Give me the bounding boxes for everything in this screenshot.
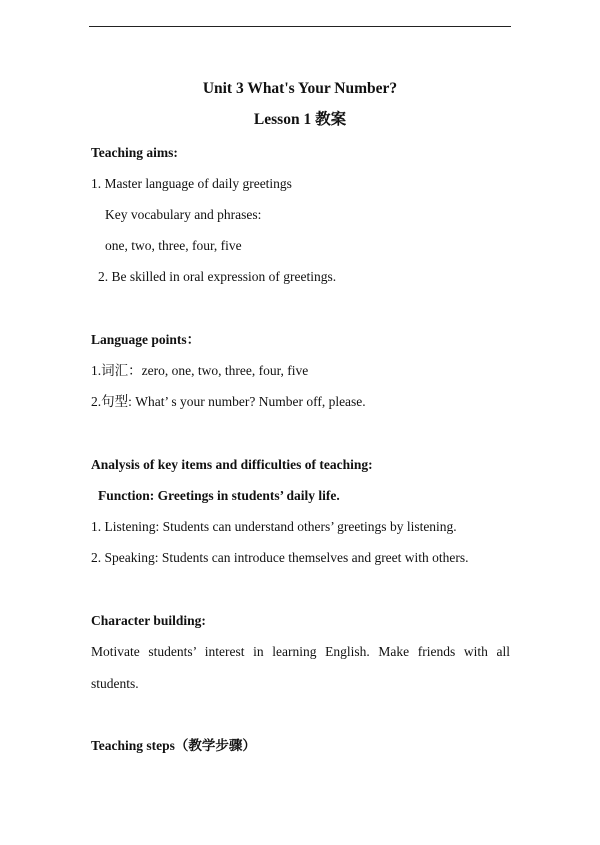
vocabulary-label: Key vocabulary and phrases: xyxy=(105,207,262,222)
language-point-sentence-patterns: 2.句型: What’ s your number? Number off, please. xyxy=(91,394,366,409)
character-building-line-1: Motivate students’ interest in learning English. Make friends with all xyxy=(91,644,510,659)
analysis-heading: Analysis of key items and difficulties of teaching: xyxy=(91,457,373,472)
analysis-listening: 1. Listening: Students can understand others’ greetings by listening. xyxy=(91,519,457,534)
language-points-heading: Language points： xyxy=(91,332,201,347)
teaching-aim-item-1: 1. Master language of daily greetings xyxy=(91,176,292,191)
language-point-vocabulary: 1.词汇：zero, one, two, three, four, five xyxy=(91,363,309,378)
teaching-aims-heading: Teaching aims: xyxy=(91,145,178,160)
teaching-aim-item-2: 2. Be skilled in oral expression of greetings. xyxy=(98,269,337,284)
analysis-speaking: 2. Speaking: Students can introduce themselves and greet with others. xyxy=(91,550,469,565)
vocabulary-list: one, two, three, four, five xyxy=(105,238,242,253)
teaching-steps-heading: Teaching steps（教学步骤） xyxy=(91,738,256,753)
analysis-function: Function: Greetings in students’ daily life. xyxy=(98,488,340,503)
page-title: Unit 3 What's Your Number? xyxy=(202,80,398,97)
header-rule xyxy=(89,26,511,27)
character-building-heading: Character building: xyxy=(91,613,206,628)
lesson-subtitle: Lesson 1 教案 xyxy=(253,111,347,128)
character-building-line-2: students. xyxy=(91,676,139,691)
